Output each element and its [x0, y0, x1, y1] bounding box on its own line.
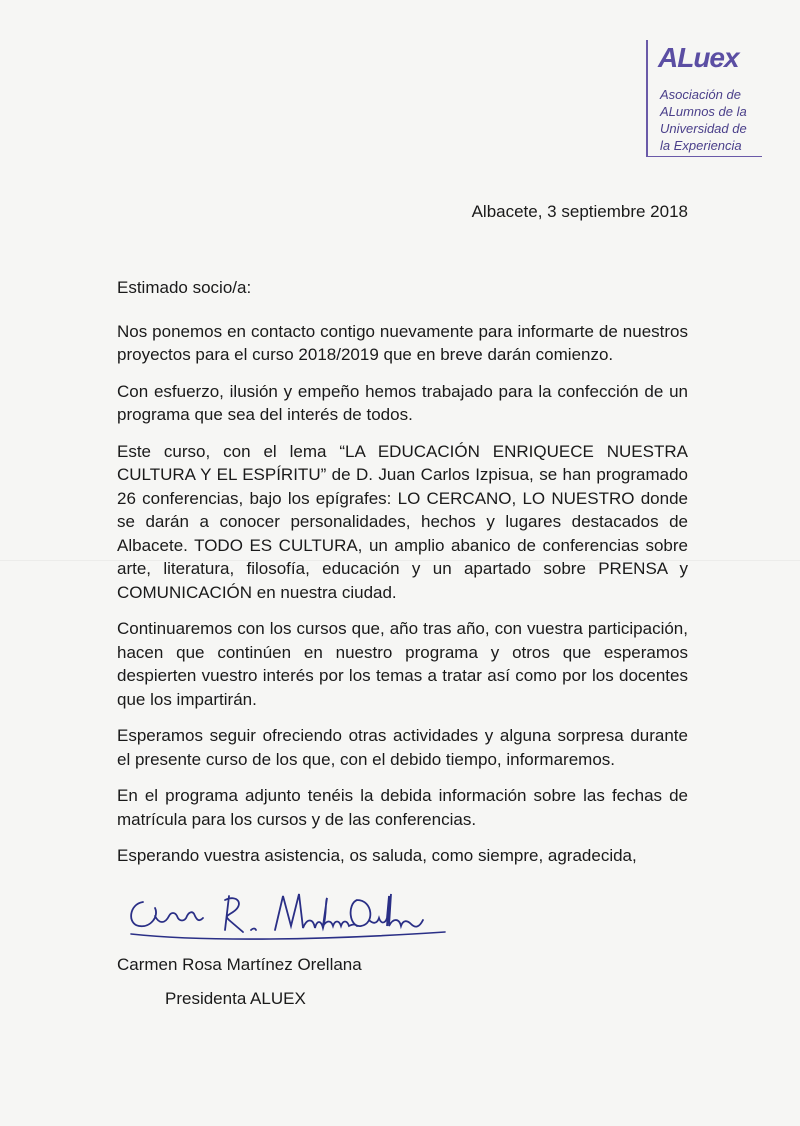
paragraph: Nos ponemos en contacto contigo nuevamente para informarte de nuestros proyectos para el curso 2018/2019 que en breve darán comienzo. — [117, 321, 688, 364]
logo-line: Asociación de — [660, 87, 741, 102]
place-date: Albacete, 3 septiembre 2018 — [471, 202, 688, 221]
aluex-logo — [646, 40, 762, 157]
paragraph: Con esfuerzo, ilusión y empeño hemos trabajado para la confección de un programa que sea del interés de todos. — [117, 381, 688, 424]
logo-brand: ALuex — [658, 42, 739, 73]
letter-body — [117, 276, 688, 881]
signer-role: Presidenta ALUEX — [165, 989, 306, 1008]
salutation: Estimado socio/a: — [117, 278, 252, 297]
logo-line: la Experiencia — [660, 138, 742, 153]
paragraph: Este curso, con el lema “LA EDUCACIÓN ENRIQUECE NUESTRA CULTURA Y EL ESPÍRITU” de D. Juan Carlos Izpisua, se han programado 26 conferencias, bajo los epígrafes: LO CERCANO, LO NUESTRO donde se darán a conocer personalidades, hechos y lugares destacados de Albacete. TODO ES CULTURA, un amplio abanico de conferencias sobre arte, literatura, filosofía, educación y un apartado sobre PRENSA y COMUNICACIÓN en nuestra ciudad. — [117, 441, 688, 602]
handwritten-signature — [125, 890, 455, 948]
logo-text — [660, 86, 747, 154]
logo-line: ALumnos de la — [660, 104, 747, 119]
paragraph: En el programa adjunto tenéis la debida información sobre las fechas de matrícula para los cursos y de las conferencias. — [117, 786, 688, 829]
logo-line: Universidad de — [660, 121, 747, 136]
paragraph: Continuaremos con los cursos que, año tras año, con vuestra participación, hacen que continúen en nuestro programa y otros que esperamos despierten vuestro interés por los temas a tratar así como por los docentes que los impartirán. — [117, 619, 688, 709]
closing: Esperando vuestra asistencia, os saluda, como siempre, agradecida, — [117, 846, 637, 865]
paragraph: Esperamos seguir ofreciendo otras actividades y alguna sorpresa durante el presente curso de los que, con el debido tiempo, informaremos. — [117, 726, 688, 769]
signer-name: Carmen Rosa Martínez Orellana — [117, 955, 362, 974]
